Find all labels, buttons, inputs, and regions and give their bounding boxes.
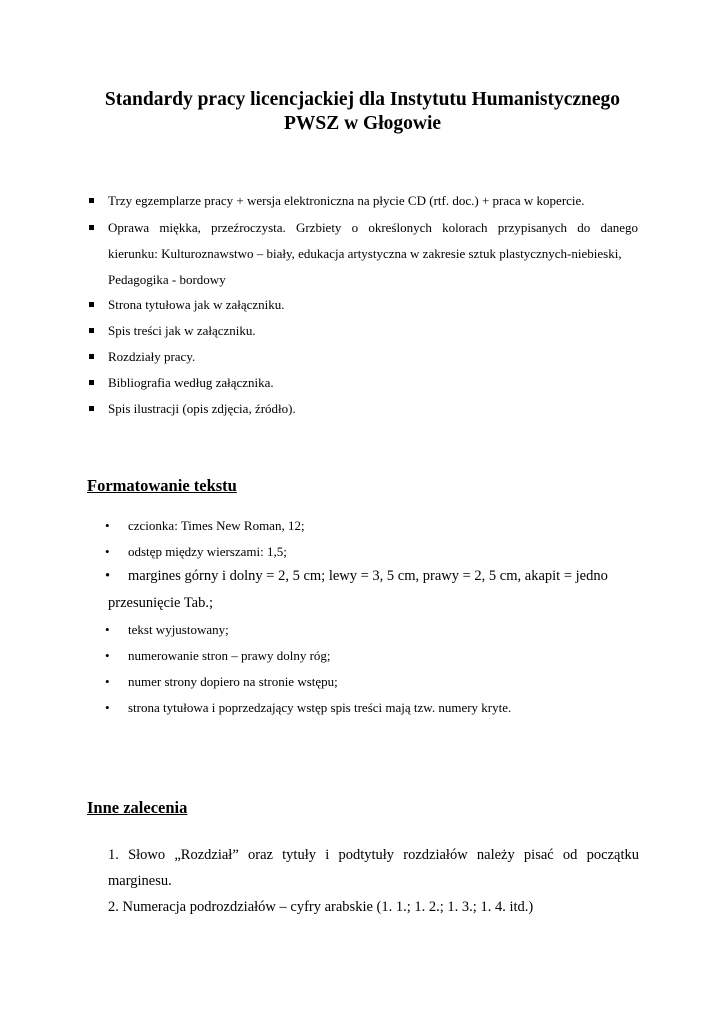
list-item-text: kierunku: Kulturoznawstwo – biały, edukacja artystyczna w zakresie sztuk plastycznych-niebieski, — [108, 246, 622, 261]
bullet-dot-icon: • — [105, 568, 111, 584]
bullet-dot-icon: • — [105, 622, 110, 637]
square-bullet-icon — [89, 198, 94, 203]
list-item-text: Spis ilustracji (opis zdjęcia, źródło). — [108, 401, 296, 416]
bullet-dot-icon: • — [105, 544, 110, 559]
list-item-text: Strona tytułowa jak w załączniku. — [108, 297, 285, 312]
list-item-text: Rozdziały pracy. — [108, 349, 196, 364]
bullet-dot-icon: • — [105, 518, 110, 533]
square-bullet-icon — [89, 225, 94, 230]
bullet-dot-icon: • — [105, 648, 110, 663]
list-item-continuation: przesunięcie Tab.; — [108, 595, 214, 611]
square-bullet-icon — [89, 354, 94, 359]
bullet-dot-icon: • — [105, 700, 110, 715]
document-title-line-2: PWSZ w Głogowie — [283, 113, 442, 134]
list-item-text: numer strony dopiero na stronie wstępu; — [128, 674, 338, 689]
list-item-text: numerowanie stron – prawy dolny róg; — [128, 648, 331, 663]
square-bullet-icon — [89, 328, 94, 333]
list-item-text: Spis treści jak w załączniku. — [108, 323, 256, 338]
document-title-line-1: Standardy pracy licencjackiej dla Instytutu Humanistycznego — [104, 89, 621, 110]
list-item-text: tekst wyjustowany; — [128, 622, 229, 637]
bullet-dot-icon: • — [105, 674, 110, 689]
section-heading-formatting: Formatowanie tekstu — [87, 476, 237, 495]
list-item-text: odstęp między wierszami: 1,5; — [128, 544, 287, 559]
list-item-text: margines górny i dolny = 2, 5 cm; lewy = 3, 5 cm, prawy = 2, 5 cm, akapit = jedno — [128, 568, 608, 584]
square-bullet-icon — [89, 302, 94, 307]
list-item-text: czcionka: Times New Roman, 12; — [128, 518, 305, 533]
list-item-text: Pedagogika - bordowy — [108, 272, 226, 287]
list-item-text: Oprawa miękka, przeźroczysta. Grzbiety o określonych kolorach przypisanych do danego — [108, 220, 638, 235]
section-heading-other: Inne zalecenia — [87, 798, 188, 817]
list-item-text: Bibliografia według załącznika. — [108, 375, 274, 390]
list-item-text: Trzy egzemplarze pracy + wersja elektroniczna na płycie CD (rtf. doc.) + praca w kopercie. — [108, 193, 585, 208]
numbered-item: 1. Słowo „Rozdział” oraz tytuły i podtytuły rozdziałów należy pisać od początku — [108, 847, 639, 863]
square-bullet-icon — [89, 380, 94, 385]
list-item-text: strona tytułowa i poprzedzający wstęp spis treści mają tzw. numery kryte. — [128, 700, 512, 715]
square-bullet-icon — [89, 406, 94, 411]
numbered-item-continuation: marginesu. — [108, 873, 172, 889]
numbered-item: 2. Numeracja podrozdziałów – cyfry arabskie (1. 1.; 1. 2.; 1. 3.; 1. 4. itd.) — [108, 899, 534, 915]
